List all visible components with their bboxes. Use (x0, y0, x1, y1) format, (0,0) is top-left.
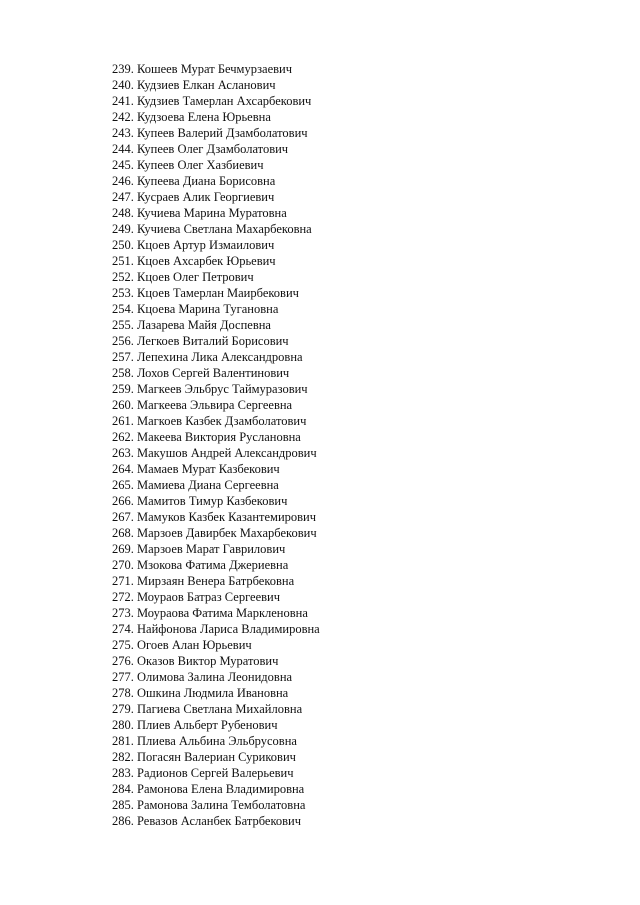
list-item (112, 781, 320, 797)
list-item (112, 285, 320, 301)
person-name: Моураов Батраз Сергеевич (137, 590, 281, 604)
list-item (112, 61, 320, 77)
item-number: 250. (112, 238, 134, 252)
person-name: Мзокова Фатима Джериевна (137, 558, 289, 572)
list-item (112, 157, 320, 173)
person-name: Плиева Альбина Эльбрусовна (137, 734, 297, 748)
item-number: 269. (112, 542, 134, 556)
person-name: Кцоев Ахсарбек Юрьевич (137, 254, 276, 268)
item-number: 279. (112, 702, 134, 716)
item-number: 263. (112, 446, 134, 460)
person-name: Олимова Залина Леонидовна (137, 670, 293, 684)
person-name: Марзоев Давирбек Махарбекович (137, 526, 317, 540)
item-number: 282. (112, 750, 134, 764)
item-number: 252. (112, 270, 134, 284)
list-item (112, 701, 320, 717)
list-item (112, 237, 320, 253)
list-item (112, 605, 320, 621)
person-name: Рамонова Залина Темболатовна (137, 798, 306, 812)
list-item (112, 125, 320, 141)
item-number: 251. (112, 254, 134, 268)
person-name: Мамиева Диана Сергеевна (137, 478, 279, 492)
person-name: Легкоев Виталий Борисович (137, 334, 289, 348)
list-item (112, 493, 320, 509)
list-item (112, 477, 320, 493)
item-number: 266. (112, 494, 134, 508)
item-number: 272. (112, 590, 134, 604)
person-name: Кучиева Светлана Махарбековна (137, 222, 312, 236)
item-number: 274. (112, 622, 134, 636)
item-number: 283. (112, 766, 134, 780)
item-number: 258. (112, 366, 134, 380)
item-number: 278. (112, 686, 134, 700)
list-item (112, 445, 320, 461)
list-item (112, 621, 320, 637)
item-number: 271. (112, 574, 134, 588)
item-number: 248. (112, 206, 134, 220)
item-number: 262. (112, 430, 134, 444)
person-name: Кцоева Марина Тугановна (137, 302, 279, 316)
list-item (112, 397, 320, 413)
person-name: Кудзиев Елкан Асланович (137, 78, 276, 92)
item-number: 239. (112, 62, 134, 76)
item-number: 243. (112, 126, 134, 140)
person-name: Магкоев Казбек Дзамболатович (137, 414, 307, 428)
item-number: 254. (112, 302, 134, 316)
item-number: 249. (112, 222, 134, 236)
person-name: Мамитов Тимур Казбекович (137, 494, 288, 508)
item-number: 259. (112, 382, 134, 396)
list-item (112, 557, 320, 573)
item-number: 285. (112, 798, 134, 812)
item-number: 268. (112, 526, 134, 540)
item-number: 275. (112, 638, 134, 652)
item-number: 270. (112, 558, 134, 572)
item-number: 276. (112, 654, 134, 668)
person-name: Ошкина Людмила Ивановна (137, 686, 289, 700)
person-name: Кошеев Мурат Бечмурзаевич (137, 62, 293, 76)
list-item (112, 141, 320, 157)
person-name: Марзоев Марат Гаврилович (137, 542, 286, 556)
list-item (112, 589, 320, 605)
item-number: 265. (112, 478, 134, 492)
list-item (112, 301, 320, 317)
item-number: 245. (112, 158, 134, 172)
list-item (112, 221, 320, 237)
person-name: Погасян Валериан Сурикович (137, 750, 296, 764)
item-number: 242. (112, 110, 134, 124)
list-item (112, 749, 320, 765)
list-item (112, 461, 320, 477)
list-item (112, 413, 320, 429)
person-name: Моураова Фатима Маркленовна (137, 606, 308, 620)
person-name: Макушов Андрей Александрович (137, 446, 317, 460)
person-name: Мамаев Мурат Казбекович (137, 462, 280, 476)
person-name: Найфонова Лариса Владимировна (137, 622, 320, 636)
person-name: Лепехина Лика Александровна (137, 350, 303, 364)
list-item (112, 429, 320, 445)
item-number: 253. (112, 286, 134, 300)
list-item (112, 733, 320, 749)
list-item (112, 173, 320, 189)
list-item (112, 205, 320, 221)
person-name: Кусраев Алик Георгиевич (137, 190, 275, 204)
item-number: 264. (112, 462, 134, 476)
person-name: Кучиева Марина Муратовна (137, 206, 287, 220)
list-item (112, 685, 320, 701)
person-name: Купеева Диана Борисовна (137, 174, 276, 188)
list-item (112, 813, 320, 829)
person-name: Кцоев Артур Измаилович (137, 238, 275, 252)
person-name: Плиев Альберт Рубенович (137, 718, 278, 732)
list-item (112, 317, 320, 333)
list-item (112, 333, 320, 349)
person-name: Кудзоева Елена Юрьевна (137, 110, 271, 124)
item-number: 256. (112, 334, 134, 348)
person-name: Радионов Сергей Валерьевич (137, 766, 294, 780)
list-item (112, 189, 320, 205)
person-name: Оказов Виктор Муратович (137, 654, 279, 668)
person-name: Купеев Валерий Дзамболатович (137, 126, 308, 140)
list-item (112, 509, 320, 525)
person-name: Купеев Олег Дзамболатович (137, 142, 289, 156)
person-name: Магкеев Эльбрус Таймуразович (137, 382, 308, 396)
item-number: 247. (112, 190, 134, 204)
list-item (112, 93, 320, 109)
list-item (112, 525, 320, 541)
item-number: 267. (112, 510, 134, 524)
person-name: Пагиева Светлана Михайловна (137, 702, 303, 716)
list-item (112, 109, 320, 125)
list-item (112, 365, 320, 381)
item-number: 240. (112, 78, 134, 92)
person-name: Лазарева Майя Доспевна (137, 318, 271, 332)
person-name: Мамуков Казбек Казантемирович (137, 510, 317, 524)
item-number: 244. (112, 142, 134, 156)
item-number: 246. (112, 174, 134, 188)
item-number: 273. (112, 606, 134, 620)
item-number: 241. (112, 94, 134, 108)
name-list (112, 61, 320, 829)
item-number: 257. (112, 350, 134, 364)
item-number: 255. (112, 318, 134, 332)
list-item (112, 797, 320, 813)
person-name: Ревазов Асланбек Батрбекович (137, 814, 302, 828)
item-number: 280. (112, 718, 134, 732)
list-item (112, 541, 320, 557)
list-item (112, 77, 320, 93)
person-name: Рамонова Елена Владимировна (137, 782, 305, 796)
item-number: 281. (112, 734, 134, 748)
person-name: Купеев Олег Хазбиевич (137, 158, 264, 172)
item-number: 277. (112, 670, 134, 684)
list-item (112, 269, 320, 285)
item-number: 286. (112, 814, 134, 828)
list-item (112, 253, 320, 269)
list-item (112, 637, 320, 653)
person-name: Мирзаян Венера Батрбековна (137, 574, 295, 588)
list-item (112, 653, 320, 669)
person-name: Кудзиев Тамерлан Ахсарбекович (137, 94, 312, 108)
person-name: Кцоев Олег Петрович (137, 270, 254, 284)
person-name: Огоев Алан Юрьевич (137, 638, 252, 652)
item-number: 260. (112, 398, 134, 412)
item-number: 284. (112, 782, 134, 796)
list-item (112, 381, 320, 397)
person-name: Магкеева Эльвира Сергеевна (137, 398, 293, 412)
item-number: 261. (112, 414, 134, 428)
person-name: Лохов Сергей Валентинович (137, 366, 290, 380)
list-item (112, 717, 320, 733)
person-name: Кцоев Тамерлан Маирбекович (137, 286, 299, 300)
list-item (112, 573, 320, 589)
list-item (112, 765, 320, 781)
person-name: Макеева Виктория Руслановна (137, 430, 301, 444)
list-item (112, 669, 320, 685)
list-item (112, 349, 320, 365)
